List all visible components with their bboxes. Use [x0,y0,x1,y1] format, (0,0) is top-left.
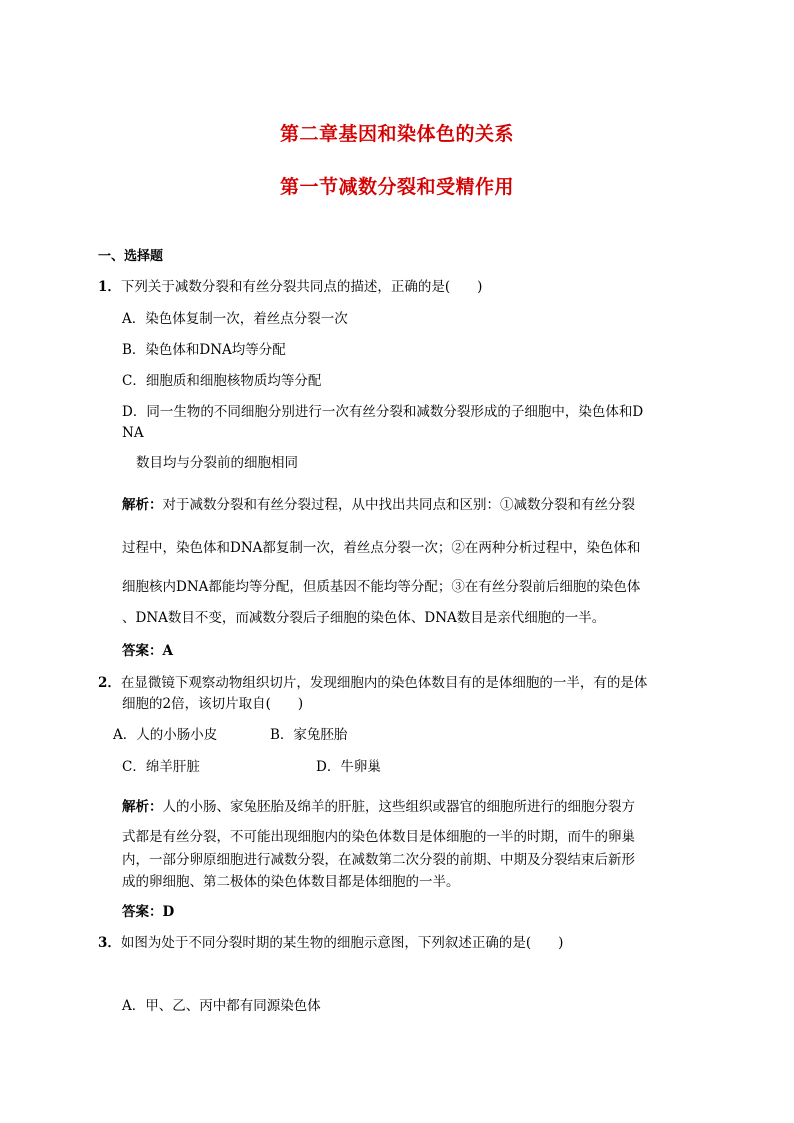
q2-analysis-line3: 内，一部分卵原细胞进行减数分裂，在减数第二次分裂的前期、中期及分裂结束后新形 [122,852,635,868]
answer-value: D [162,904,175,920]
answer-label: 答案： [122,643,163,659]
answer-label: 答案： [122,904,163,920]
q2-analysis-line2: 式都是有丝分裂，不可能出现细胞内的染色体数目是体细胞的一半的时期，而牛的卵巢 [122,829,635,845]
q1-option-d-line2: NA [122,425,144,441]
q2-answer [122,903,174,921]
q2-option-d: D．牛卵巢 [316,759,381,775]
q1-answer [122,642,173,660]
q1-analysis-line2: 过程中，染色体和DNA都复制一次，着丝点分裂一次；②在两种分析过程中，染色体和 [122,540,641,556]
q3-option-a: A．甲、乙、丙中都有同源染色体 [122,998,321,1014]
q2-option-c: C．绵羊肝脏 [122,759,200,775]
analysis-text: 对于减数分裂和有丝分裂过程，从中找出共同点和区别：①减数分裂和有丝分裂 [162,497,635,513]
question-1 [98,278,482,296]
q1-option-b: B．染色体和DNA均等分配 [122,342,286,358]
question-stem: 如图为处于不同分裂时期的某生物的细胞示意图，下列叙述正确的是( ) [120,935,564,951]
chapter-title: 第二章基因和染体色的关系 [279,123,514,145]
question-stem: 在显微镜下观察动物组织切片，发现细胞内的染色体数目有的是体细胞的一半，有的是体 [120,675,648,691]
question-2 [98,674,647,692]
question-number: 1． [98,279,121,295]
question-number: 3． [98,935,121,951]
q1-option-c: C．细胞质和细胞核物质均等分配 [122,373,322,389]
q2-analysis-line4: 成的卵细胞、第二极体的染色体数目都是体细胞的一半。 [122,874,460,890]
analysis-label: 解析： [122,799,163,815]
q1-analysis-line1 [122,496,635,514]
q1-option-a: A．染色体复制一次，着丝点分裂一次 [122,311,348,327]
part-heading: 一、选择题 [98,249,164,264]
answer-value: A [162,643,173,659]
q2-option-b: B．家兔胚胎 [270,727,348,743]
q1-option-d-line1: D．同一生物的不同细胞分别进行一次有丝分裂和减数分裂形成的子细胞中，染色体和D [122,404,644,420]
question-stem: 下列关于减数分裂和有丝分裂共同点的描述，正确的是( ) [120,279,483,295]
analysis-text: 人的小肠、家兔胚胎及绵羊的肝脏，这些组织或器官的细胞所进行的细胞分裂方 [162,799,635,815]
q1-analysis-line4: 、DNA数目不变，而减数分裂后子细胞的染色体、DNA数目是亲代细胞的一半。 [122,610,606,626]
question-number: 2． [98,675,121,691]
question-3 [98,934,563,952]
section-title: 第一节减数分裂和受精作用 [279,176,514,198]
q2-option-a: A．人的小肠小皮 [113,727,218,743]
q1-option-d-line3: 数目均与分裂前的细胞相同 [136,455,298,471]
analysis-label: 解析： [122,497,163,513]
q2-stem-line2: 细胞的2倍，该切片取自( ) [122,696,304,712]
q1-analysis-line3: 细胞核内DNA都能均等分配，但质基因不能均等分配；③在有丝分裂前后细胞的染色体 [122,579,641,595]
q2-analysis-line1 [122,798,635,816]
